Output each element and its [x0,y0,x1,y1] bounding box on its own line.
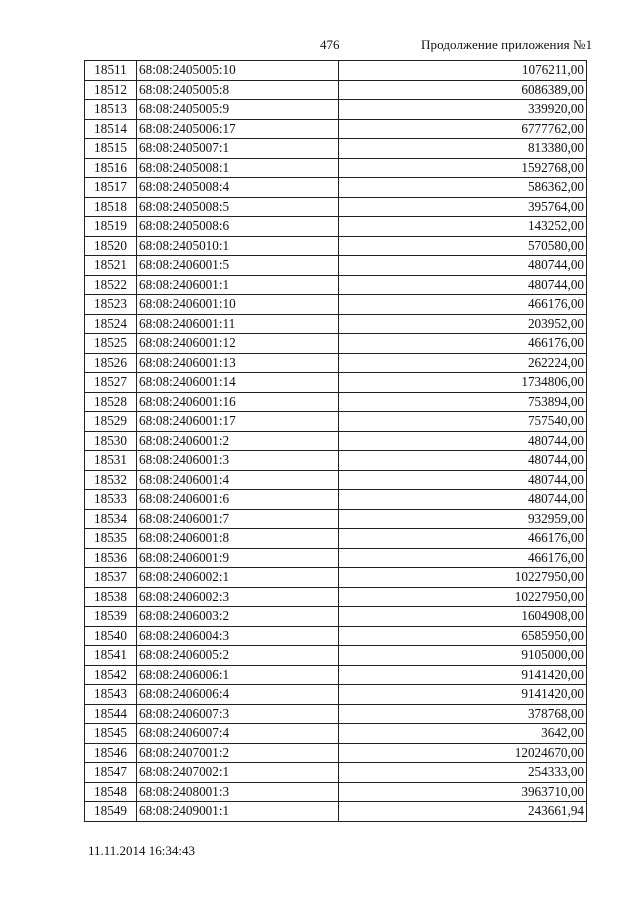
cadastral-value-cell: 395764,00 [339,197,587,217]
cadastral-number-cell: 68:08:2407002:1 [137,763,339,783]
table-row [85,139,587,159]
row-number-cell: 18548 [85,782,137,802]
cadastral-number-cell: 68:08:2406002:3 [137,587,339,607]
table-row [85,275,587,295]
cadastral-number-cell: 68:08:2408001:3 [137,782,339,802]
cadastral-number-cell: 68:08:2406006:4 [137,685,339,705]
row-number-cell: 18542 [85,665,137,685]
row-number-cell: 18511 [85,61,137,81]
row-number-cell: 18549 [85,802,137,822]
cadastral-number-cell: 68:08:2406004:3 [137,626,339,646]
cadastral-value-cell: 9105000,00 [339,646,587,666]
row-number-cell: 18537 [85,568,137,588]
cadastral-number-cell: 68:08:2406001:9 [137,548,339,568]
cadastral-value-cell: 466176,00 [339,548,587,568]
table-row [85,743,587,763]
cadastral-value-cell: 3963710,00 [339,782,587,802]
row-number-cell: 18543 [85,685,137,705]
row-number-cell: 18524 [85,314,137,334]
row-number-cell: 18540 [85,626,137,646]
cadastral-value-cell: 1076211,00 [339,61,587,81]
table-row [85,353,587,373]
row-number-cell: 18527 [85,373,137,393]
row-number-cell: 18530 [85,431,137,451]
table-row [85,704,587,724]
row-number-cell: 18545 [85,724,137,744]
cadastral-number-cell: 68:08:2405008:6 [137,217,339,237]
row-number-cell: 18514 [85,119,137,139]
cadastral-value-cell: 10227950,00 [339,587,587,607]
table-row [85,61,587,81]
table-row [85,295,587,315]
cadastral-value-cell: 339920,00 [339,100,587,120]
row-number-cell: 18513 [85,100,137,120]
cadastral-number-cell: 68:08:2405005:9 [137,100,339,120]
cadastral-value-cell: 143252,00 [339,217,587,237]
table-row [85,431,587,451]
row-number-cell: 18529 [85,412,137,432]
page-number: 476 [320,37,340,52]
row-number-cell: 18546 [85,743,137,763]
row-number-cell: 18534 [85,509,137,529]
cadastral-value-cell: 753894,00 [339,392,587,412]
table-row [85,392,587,412]
row-number-cell: 18544 [85,704,137,724]
cadastral-value-cell: 480744,00 [339,490,587,510]
row-number-cell: 18533 [85,490,137,510]
cadastral-number-cell: 68:08:2406003:2 [137,607,339,627]
cadastral-value-cell: 466176,00 [339,529,587,549]
table-row [85,724,587,744]
print-timestamp: 11.11.2014 16:34:43 [88,843,196,858]
cadastral-value-cell: 6086389,00 [339,80,587,100]
cadastral-value-cell: 480744,00 [339,451,587,471]
table-row [85,236,587,256]
table-row [85,373,587,393]
cadastral-value-cell: 480744,00 [339,256,587,276]
cadastral-number-cell: 68:08:2406001:8 [137,529,339,549]
cadastral-value-cell: 1734806,00 [339,373,587,393]
table-row [85,314,587,334]
row-number-cell: 18528 [85,392,137,412]
table-row [85,158,587,178]
cadastral-value-cell: 932959,00 [339,509,587,529]
cadastral-value-cell: 480744,00 [339,470,587,490]
cadastral-number-cell: 68:08:2405006:17 [137,119,339,139]
table-row [85,685,587,705]
cadastral-number-cell: 68:08:2406001:10 [137,295,339,315]
cadastral-value-cell: 378768,00 [339,704,587,724]
cadastral-number-cell: 68:08:2406001:5 [137,256,339,276]
table-row [85,646,587,666]
cadastral-number-cell: 68:08:2407001:2 [137,743,339,763]
cadastral-number-cell: 68:08:2405008:1 [137,158,339,178]
cadastral-number-cell: 68:08:2406001:14 [137,373,339,393]
table-row [85,587,587,607]
row-number-cell: 18518 [85,197,137,217]
row-number-cell: 18512 [85,80,137,100]
cadastral-number-cell: 68:08:2406001:4 [137,470,339,490]
table-row [85,529,587,549]
row-number-cell: 18522 [85,275,137,295]
continuation-label: Продолжение приложения №1 [421,37,593,52]
cadastral-value-cell: 813380,00 [339,139,587,159]
cadastral-value-cell: 586362,00 [339,178,587,198]
cadastral-number-cell: 68:08:2405007:1 [137,139,339,159]
registry-table [84,60,587,822]
table-row [85,256,587,276]
cadastral-number-cell: 68:08:2406001:12 [137,334,339,354]
cadastral-number-cell: 68:08:2406001:11 [137,314,339,334]
cadastral-value-cell: 1604908,00 [339,607,587,627]
cadastral-number-cell: 68:08:2406001:17 [137,412,339,432]
table-row [85,197,587,217]
table-row [85,548,587,568]
table-row [85,412,587,432]
cadastral-number-cell: 68:08:2409001:1 [137,802,339,822]
row-number-cell: 18517 [85,178,137,198]
row-number-cell: 18531 [85,451,137,471]
table-row [85,782,587,802]
row-number-cell: 18523 [85,295,137,315]
table-row [85,626,587,646]
table-row [85,665,587,685]
cadastral-number-cell: 68:08:2406007:3 [137,704,339,724]
cadastral-value-cell: 1592768,00 [339,158,587,178]
row-number-cell: 18521 [85,256,137,276]
cadastral-number-cell: 68:08:2406001:2 [137,431,339,451]
table-row [85,119,587,139]
row-number-cell: 18539 [85,607,137,627]
row-number-cell: 18547 [85,763,137,783]
row-number-cell: 18526 [85,353,137,373]
row-number-cell: 18535 [85,529,137,549]
row-number-cell: 18532 [85,470,137,490]
table-row [85,178,587,198]
cadastral-number-cell: 68:08:2406001:3 [137,451,339,471]
cadastral-value-cell: 3642,00 [339,724,587,744]
row-number-cell: 18541 [85,646,137,666]
table-row [85,568,587,588]
row-number-cell: 18519 [85,217,137,237]
row-number-cell: 18538 [85,587,137,607]
table-row [85,607,587,627]
row-number-cell: 18525 [85,334,137,354]
cadastral-number-cell: 68:08:2406006:1 [137,665,339,685]
cadastral-number-cell: 68:08:2406002:1 [137,568,339,588]
cadastral-number-cell: 68:08:2406001:6 [137,490,339,510]
cadastral-value-cell: 480744,00 [339,431,587,451]
cadastral-number-cell: 68:08:2406001:13 [137,353,339,373]
cadastral-number-cell: 68:08:2406001:1 [137,275,339,295]
cadastral-number-cell: 68:08:2405008:5 [137,197,339,217]
cadastral-value-cell: 203952,00 [339,314,587,334]
row-number-cell: 18536 [85,548,137,568]
cadastral-number-cell: 68:08:2406007:4 [137,724,339,744]
table-row [85,100,587,120]
table-row [85,470,587,490]
cadastral-value-cell: 466176,00 [339,295,587,315]
table-row [85,451,587,471]
registry-table-body [85,61,587,822]
table-row [85,763,587,783]
cadastral-number-cell: 68:08:2405010:1 [137,236,339,256]
cadastral-value-cell: 570580,00 [339,236,587,256]
cadastral-value-cell: 9141420,00 [339,665,587,685]
cadastral-number-cell: 68:08:2405008:4 [137,178,339,198]
row-number-cell: 18516 [85,158,137,178]
table-row [85,217,587,237]
cadastral-value-cell: 10227950,00 [339,568,587,588]
cadastral-value-cell: 12024670,00 [339,743,587,763]
table-row [85,334,587,354]
cadastral-number-cell: 68:08:2406001:7 [137,509,339,529]
table-row [85,802,587,822]
cadastral-number-cell: 68:08:2406001:16 [137,392,339,412]
cadastral-number-cell: 68:08:2406005:2 [137,646,339,666]
cadastral-value-cell: 9141420,00 [339,685,587,705]
cadastral-value-cell: 757540,00 [339,412,587,432]
table-row [85,80,587,100]
table-row [85,490,587,510]
table-row [85,509,587,529]
row-number-cell: 18520 [85,236,137,256]
cadastral-value-cell: 243661,94 [339,802,587,822]
cadastral-number-cell: 68:08:2405005:8 [137,80,339,100]
cadastral-value-cell: 254333,00 [339,763,587,783]
cadastral-value-cell: 466176,00 [339,334,587,354]
cadastral-number-cell: 68:08:2405005:10 [137,61,339,81]
cadastral-value-cell: 480744,00 [339,275,587,295]
cadastral-value-cell: 6585950,00 [339,626,587,646]
cadastral-value-cell: 262224,00 [339,353,587,373]
row-number-cell: 18515 [85,139,137,159]
cadastral-value-cell: 6777762,00 [339,119,587,139]
